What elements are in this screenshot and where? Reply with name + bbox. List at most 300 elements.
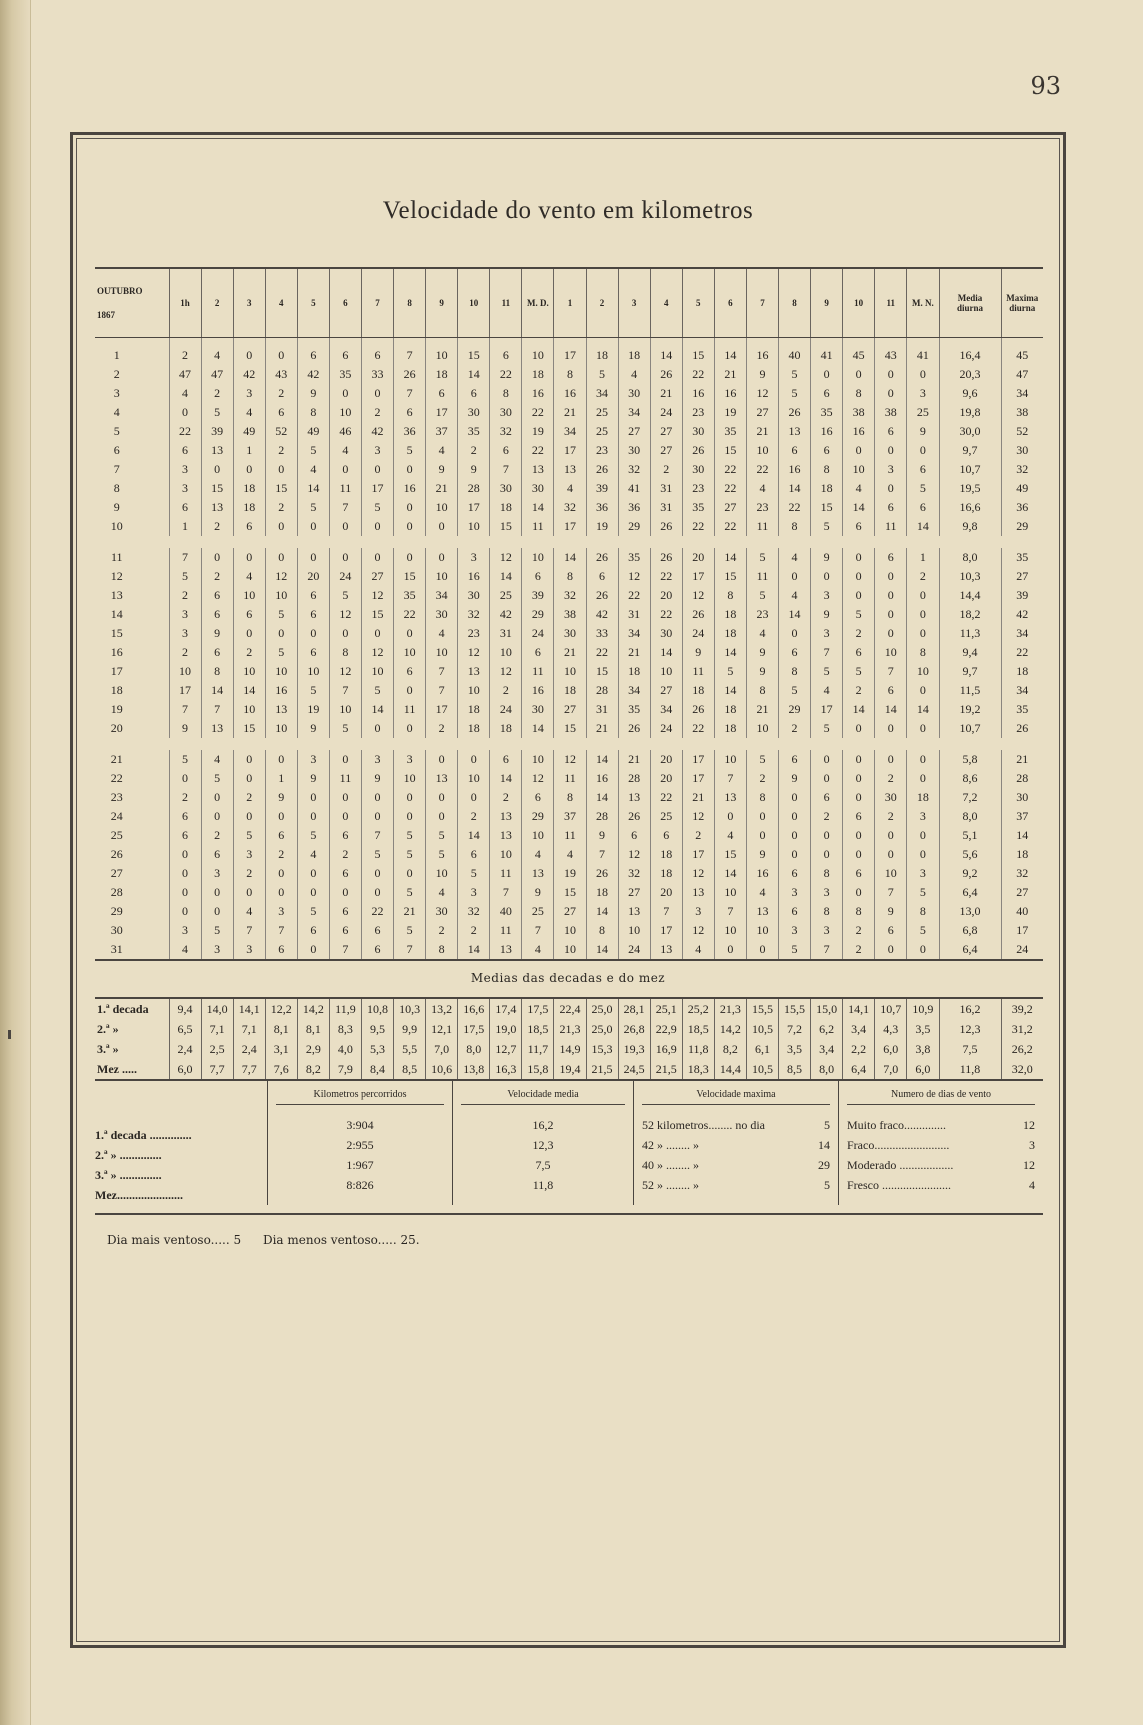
hour-cell: 14: [490, 567, 522, 586]
table-header-row: [95, 268, 1043, 338]
hour-cell: 2: [233, 864, 265, 883]
hour-cell: 6: [201, 605, 233, 624]
hour-cell: 5: [329, 586, 361, 605]
daily-mean-cell: 9,8: [939, 517, 1001, 536]
hour-cell: 31: [490, 624, 522, 643]
daily-max-cell: 14: [1001, 826, 1043, 845]
hour-cell: 0: [265, 750, 297, 769]
hour-cell: 6: [522, 788, 554, 807]
hour-cell: 14: [714, 864, 746, 883]
daily-mean-cell: 16,6: [939, 498, 1001, 517]
means-cell: 24,5: [618, 1059, 650, 1080]
hour-cell: 6: [907, 498, 939, 517]
day-cell: 23: [110, 790, 123, 804]
means-cell: 7,0: [426, 1039, 458, 1059]
hour-cell: 42: [490, 605, 522, 624]
hour-cell: 0: [329, 788, 361, 807]
wind-days-entry: Moderado ..................: [847, 1158, 954, 1172]
hour-cell: 26: [618, 719, 650, 738]
hour-cell: 10: [843, 460, 875, 479]
hour-cell: 22: [682, 365, 714, 384]
hour-cell: 0: [329, 517, 361, 536]
max-velocity-day: 14: [818, 1138, 830, 1152]
table-row: [95, 403, 1043, 422]
table-row: [95, 548, 1043, 567]
hour-cell: 5: [394, 826, 426, 845]
hour-cell: 0: [233, 807, 265, 826]
hour-cell: 14: [907, 517, 939, 536]
hour-cell: 0: [811, 365, 843, 384]
hour-cell: 3: [169, 624, 201, 643]
hour-cell: 0: [361, 384, 393, 403]
hour-cell: 0: [426, 750, 458, 769]
hour-cell: 6: [778, 864, 810, 883]
hour-cell: 52: [265, 422, 297, 441]
means-cell: 8,1: [265, 1019, 297, 1039]
daily-mean-cell: 10,7: [939, 719, 1001, 738]
daily-mean-cell: 13,0: [939, 902, 1001, 921]
hour-cell: 7: [522, 921, 554, 940]
hour-cell: 22: [650, 605, 682, 624]
hour-cell: 0: [907, 845, 939, 864]
hour-cell: 30: [426, 605, 458, 624]
hour-cell: 14: [586, 940, 618, 960]
hour-cell: 2: [490, 681, 522, 700]
hour-cell: 14: [907, 700, 939, 719]
table-row: [95, 338, 1043, 366]
hour-cell: 10: [746, 921, 778, 940]
daily-mean-cell: 19,8: [939, 403, 1001, 422]
hour-cell: 9: [778, 769, 810, 788]
hour-cell: 14: [778, 479, 810, 498]
hour-cell: 0: [714, 940, 746, 960]
day-cell: 27: [110, 866, 123, 880]
hour-cell: 0: [907, 681, 939, 700]
means-cell: 14,1: [843, 998, 875, 1019]
hour-cell: 10: [233, 700, 265, 719]
hour-cell: 32: [490, 422, 522, 441]
hour-cell: 30: [490, 403, 522, 422]
means-cell: 9,4: [169, 998, 201, 1019]
page-number: 93: [1030, 72, 1061, 100]
hour-cell: 36: [586, 498, 618, 517]
hour-cell: 22: [714, 460, 746, 479]
hour-cell: 0: [907, 441, 939, 460]
hour-cell: 9: [426, 460, 458, 479]
hour-cell: 0: [394, 498, 426, 517]
hour-cell: 7: [426, 662, 458, 681]
hour-cell: 23: [586, 441, 618, 460]
hour-cell: 3: [811, 921, 843, 940]
hour-cell: 3: [265, 902, 297, 921]
hour-cell: 4: [329, 441, 361, 460]
hour-cell: 10: [169, 662, 201, 681]
hour-cell: 6: [297, 643, 329, 662]
wind-days-count: 4: [1029, 1178, 1035, 1192]
hour-cell: 3: [458, 883, 490, 902]
hour-cell: 17: [650, 921, 682, 940]
hour-cell: 5: [394, 921, 426, 940]
wind-days-heading: Numero de dias de vento: [847, 1081, 1035, 1105]
hour-cell: 13: [682, 883, 714, 902]
hour-cell: 0: [426, 548, 458, 567]
means-cell: 12,7: [490, 1039, 522, 1059]
hour-cell: 3: [811, 883, 843, 902]
hour-cell: 0: [843, 567, 875, 586]
means-cell: 7,6: [265, 1059, 297, 1080]
table-row: [95, 883, 1043, 902]
hour-cell: 4: [522, 940, 554, 960]
daily-max-cell: 52: [1001, 422, 1043, 441]
frame-inner: [95, 143, 1041, 1247]
means-cell: 3,4: [843, 1019, 875, 1039]
hour-cell: 10: [907, 662, 939, 681]
day-cell: 8: [113, 481, 120, 495]
means-cell: 15,8: [522, 1059, 554, 1080]
hour-cell: 6: [233, 517, 265, 536]
hour-cell: 21: [618, 643, 650, 662]
hour-cell: 7: [811, 643, 843, 662]
hour-cell: 0: [907, 750, 939, 769]
hour-cell: 13: [426, 769, 458, 788]
hour-cell: 0: [875, 624, 907, 643]
hour-cell: 16: [778, 460, 810, 479]
table-row: [95, 479, 1043, 498]
hour-cell: 27: [554, 902, 586, 921]
daily-mean-cell: 8,0: [939, 548, 1001, 567]
hour-cell: 7: [714, 769, 746, 788]
hour-cell: 5: [394, 441, 426, 460]
hour-cell: 26: [682, 605, 714, 624]
hour-cell: 5: [361, 681, 393, 700]
hour-cell: 0: [843, 750, 875, 769]
hour-header: 6: [714, 268, 746, 338]
hour-cell: 0: [233, 769, 265, 788]
hour-cell: 21: [554, 643, 586, 662]
km-column: [268, 1081, 453, 1205]
hour-cell: 11: [522, 517, 554, 536]
hour-cell: 0: [875, 845, 907, 864]
hour-cell: 14: [875, 700, 907, 719]
hour-cell: 17: [554, 338, 586, 366]
hour-cell: 0: [875, 384, 907, 403]
hour-cell: 5: [297, 498, 329, 517]
summary-table: [95, 1081, 1043, 1205]
hour-cell: 0: [394, 719, 426, 738]
hour-cell: 16: [394, 479, 426, 498]
hour-cell: 9: [265, 788, 297, 807]
hour-cell: 7: [490, 460, 522, 479]
hour-cell: 7: [329, 940, 361, 960]
hour-cell: 7: [811, 940, 843, 960]
daily-max-cell: 42: [1001, 605, 1043, 624]
hour-cell: 0: [201, 788, 233, 807]
means-cell: 19,3: [618, 1039, 650, 1059]
hour-header: 11: [875, 268, 907, 338]
table-row: [95, 788, 1043, 807]
means-table: [95, 997, 1043, 1081]
means-label: Mez .....: [95, 1059, 169, 1080]
hour-cell: 10: [394, 769, 426, 788]
means-cell: 11,8: [682, 1039, 714, 1059]
means-cell: 2,4: [169, 1039, 201, 1059]
hour-cell: 5: [329, 719, 361, 738]
hour-cell: 13: [490, 826, 522, 845]
hour-cell: 2: [875, 769, 907, 788]
hour-cell: 12: [746, 384, 778, 403]
hour-cell: 6: [329, 826, 361, 845]
hour-cell: 5: [361, 498, 393, 517]
means-cell: 17,5: [458, 1019, 490, 1039]
daily-max-cell: 34: [1001, 384, 1043, 403]
hour-cell: 2: [843, 681, 875, 700]
means-cell: 14,0: [201, 998, 233, 1019]
hour-cell: 6: [297, 338, 329, 366]
hour-cell: 5: [426, 826, 458, 845]
daily-max-cell: 35: [1001, 700, 1043, 719]
hour-cell: 28: [586, 807, 618, 826]
hour-cell: 6: [201, 586, 233, 605]
means-cell: 8,4: [361, 1059, 393, 1080]
table-row: [95, 365, 1043, 384]
hour-cell: 10: [554, 940, 586, 960]
hour-cell: 10: [458, 769, 490, 788]
hour-cell: 23: [746, 605, 778, 624]
day-cell: 29: [110, 904, 123, 918]
hour-header: 4: [265, 268, 297, 338]
hour-cell: 12: [361, 643, 393, 662]
hour-cell: 6: [426, 384, 458, 403]
hour-cell: 11: [554, 769, 586, 788]
table-row: [95, 681, 1043, 700]
day-cell: 17: [110, 664, 123, 678]
hour-cell: 10: [458, 681, 490, 700]
hour-cell: 0: [843, 441, 875, 460]
hour-cell: 18: [426, 365, 458, 384]
hour-cell: 2: [843, 921, 875, 940]
hour-cell: 0: [875, 750, 907, 769]
means-cell: 22,9: [650, 1019, 682, 1039]
means-cell: 12,1: [426, 1019, 458, 1039]
hour-cell: 26: [586, 460, 618, 479]
hour-cell: 9: [297, 719, 329, 738]
hour-header: 6: [329, 268, 361, 338]
hour-cell: 9: [458, 460, 490, 479]
hour-cell: 15: [361, 605, 393, 624]
hour-cell: 6: [618, 826, 650, 845]
max-velocity-day: 29: [818, 1158, 830, 1172]
hour-cell: 7: [201, 700, 233, 719]
hour-cell: 0: [875, 479, 907, 498]
hour-cell: 8: [490, 384, 522, 403]
table-row: [95, 586, 1043, 605]
hour-cell: 4: [297, 460, 329, 479]
hour-cell: 2: [169, 338, 201, 366]
hour-cell: 6: [811, 384, 843, 403]
hour-cell: 10: [875, 864, 907, 883]
wind-days-entry: Fraco.........................: [847, 1138, 950, 1152]
hour-cell: 5: [586, 365, 618, 384]
hour-cell: 0: [233, 548, 265, 567]
hour-cell: 26: [586, 864, 618, 883]
hour-cell: 10: [714, 750, 746, 769]
hour-cell: 10: [490, 643, 522, 662]
daily-mean-cell: 14,4: [939, 586, 1001, 605]
daily-max-cell: 45: [1001, 338, 1043, 366]
hour-cell: 6: [201, 845, 233, 864]
hour-cell: 22: [490, 365, 522, 384]
hour-cell: 6: [297, 605, 329, 624]
hour-cell: 12: [682, 807, 714, 826]
hour-cell: 15: [586, 662, 618, 681]
means-cell: 8,0: [811, 1059, 843, 1080]
hour-cell: 17: [682, 845, 714, 864]
hour-cell: 17: [682, 769, 714, 788]
day-cell: 30: [110, 923, 123, 937]
daily-max-cell: 30: [1001, 788, 1043, 807]
means-cell: 10,7: [875, 998, 907, 1019]
means-cell: 19,4: [554, 1059, 586, 1080]
hour-cell: 0: [169, 902, 201, 921]
hour-cell: 3: [394, 750, 426, 769]
hour-cell: 12: [490, 662, 522, 681]
hour-cell: 34: [618, 403, 650, 422]
hour-cell: 4: [778, 548, 810, 567]
hour-cell: 29: [618, 517, 650, 536]
hour-cell: 35: [458, 422, 490, 441]
hour-cell: 0: [329, 548, 361, 567]
hour-cell: 8: [746, 788, 778, 807]
hour-cell: 4: [843, 479, 875, 498]
hour-cell: 22: [586, 643, 618, 662]
hour-cell: 0: [265, 807, 297, 826]
means-cell: 10,3: [394, 998, 426, 1019]
daily-max-cell: 37: [1001, 807, 1043, 826]
means-cell: 8,5: [394, 1059, 426, 1080]
daily-max-cell: 38: [1001, 403, 1043, 422]
hour-cell: 10: [233, 586, 265, 605]
hour-cell: 5: [458, 864, 490, 883]
hour-cell: 6: [233, 605, 265, 624]
day-cell: 20: [110, 721, 123, 735]
hour-cell: 6: [361, 921, 393, 940]
means-cell: 11,8: [939, 1059, 1001, 1080]
hour-cell: 20: [650, 769, 682, 788]
hour-cell: 0: [875, 826, 907, 845]
hour-cell: 0: [811, 750, 843, 769]
table-row: [95, 384, 1043, 403]
hour-cell: 26: [650, 365, 682, 384]
hour-cell: 30: [875, 788, 907, 807]
gap-cell: [95, 536, 1043, 548]
table-row: [95, 662, 1043, 681]
hour-cell: 3: [778, 921, 810, 940]
hour-cell: 6: [169, 498, 201, 517]
hour-cell: 7: [490, 883, 522, 902]
hour-cell: 0: [875, 719, 907, 738]
hour-cell: 3: [297, 750, 329, 769]
daily-mean-cell: 9,4: [939, 643, 1001, 662]
hour-cell: 7: [233, 921, 265, 940]
hour-cell: 0: [361, 460, 393, 479]
hour-cell: 8: [554, 567, 586, 586]
hour-cell: 28: [586, 681, 618, 700]
hour-cell: 34: [426, 586, 458, 605]
means-cell: 16,3: [490, 1059, 522, 1080]
hour-cell: 10: [265, 586, 297, 605]
hour-cell: 43: [265, 365, 297, 384]
daily-mean-cell: 16,4: [939, 338, 1001, 366]
means-row: [95, 998, 1043, 1019]
hour-cell: 42: [586, 605, 618, 624]
hour-cell: 1: [265, 769, 297, 788]
hour-cell: 0: [875, 365, 907, 384]
hour-header: 5: [682, 268, 714, 338]
max-velocity-day: 5: [824, 1178, 830, 1192]
summary-label: 1.ª decada ..............: [95, 1128, 192, 1142]
hour-cell: 21: [746, 700, 778, 719]
hour-cell: 6: [361, 338, 393, 366]
hour-cell: 9: [746, 845, 778, 864]
hour-cell: 5: [169, 567, 201, 586]
velocity-value: 16,2: [532, 1118, 554, 1132]
km-value: 1:967: [346, 1158, 374, 1172]
hour-cell: 10: [746, 719, 778, 738]
hour-cell: 11: [554, 826, 586, 845]
hour-cell: 15: [490, 517, 522, 536]
means-cell: 8,2: [714, 1039, 746, 1059]
hour-cell: 24: [490, 700, 522, 719]
hour-cell: 1: [907, 548, 939, 567]
hour-cell: 5: [297, 441, 329, 460]
means-cell: 6,2: [811, 1019, 843, 1039]
hour-cell: 0: [907, 826, 939, 845]
means-cell: 3,5: [907, 1019, 939, 1039]
hour-cell: 10: [522, 750, 554, 769]
hour-cell: 18: [907, 788, 939, 807]
hour-cell: 12: [682, 586, 714, 605]
means-row: [95, 1059, 1043, 1080]
hour-cell: 5: [361, 845, 393, 864]
hour-cell: 6: [586, 567, 618, 586]
hour-cell: 15: [265, 479, 297, 498]
hour-cell: 0: [265, 864, 297, 883]
means-cell: 31,2: [1001, 1019, 1043, 1039]
hour-cell: 4: [554, 845, 586, 864]
summary-label: 3.ª » ..............: [95, 1168, 162, 1182]
hour-cell: 0: [329, 384, 361, 403]
hour-cell: 13: [778, 422, 810, 441]
hour-cell: 17: [169, 681, 201, 700]
hour-cell: 30: [522, 700, 554, 719]
hour-cell: 10: [746, 441, 778, 460]
hour-cell: 0: [201, 807, 233, 826]
velocity-column: [453, 1081, 634, 1205]
hour-cell: 11: [522, 662, 554, 681]
hour-cell: 27: [554, 700, 586, 719]
hour-cell: 35: [329, 365, 361, 384]
hour-cell: 6: [778, 902, 810, 921]
hour-cell: 11: [490, 921, 522, 940]
hour-cell: 36: [394, 422, 426, 441]
hour-cell: 18: [586, 338, 618, 366]
table-row: [95, 441, 1043, 460]
hour-cell: 0: [843, 719, 875, 738]
hour-header: 10: [843, 268, 875, 338]
hour-cell: 7: [394, 384, 426, 403]
hour-cell: 12: [361, 586, 393, 605]
daily-max-cell: 32: [1001, 864, 1043, 883]
